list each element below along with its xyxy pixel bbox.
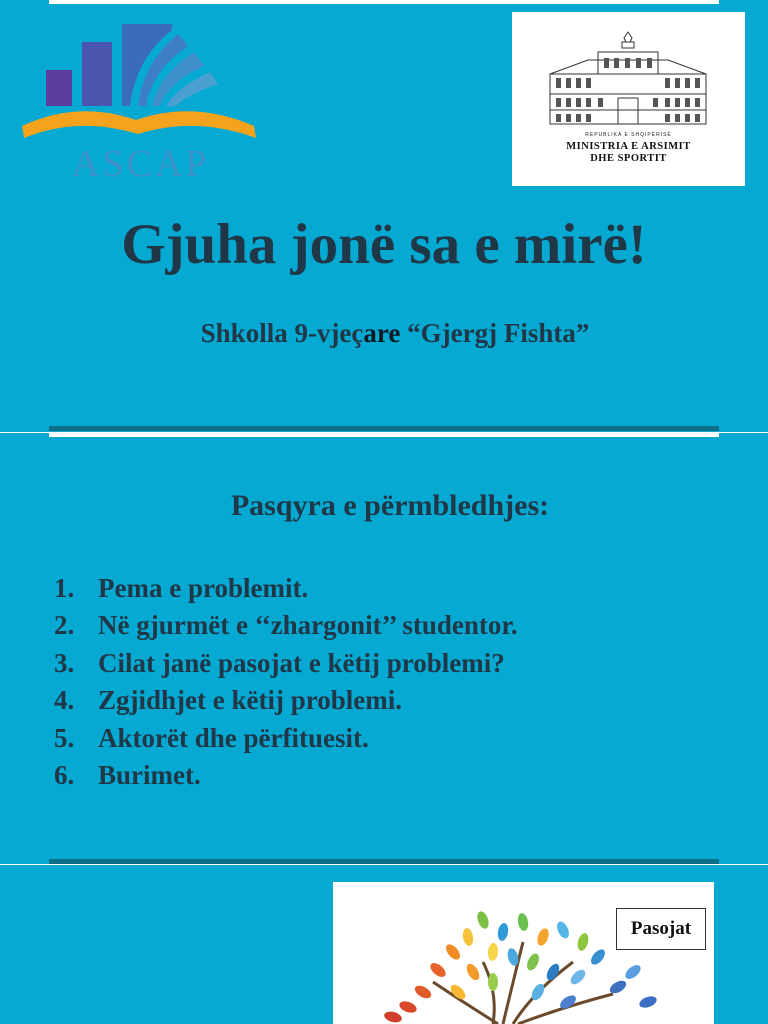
list-item-number: 4. bbox=[54, 685, 75, 716]
subtitle-part3: “Gjergj Fishta” bbox=[400, 318, 590, 348]
subtitle-part2: are bbox=[363, 318, 401, 348]
list-item bbox=[54, 607, 518, 644]
list-item bbox=[54, 645, 518, 682]
list-item-text: Cilat janë pasojat e këtij problemi? bbox=[98, 647, 505, 678]
tree-icon bbox=[333, 882, 714, 1024]
list-item-text: Pema e problemit. bbox=[98, 573, 309, 603]
list-item-text: Zgjidhjet e këtij problemi. bbox=[98, 685, 402, 716]
tree-image-card bbox=[333, 882, 714, 1024]
slide2-top-rule bbox=[49, 433, 719, 437]
slide-title: Gjuha jonë sa e mirë! bbox=[121, 213, 647, 276]
list-item-number: 3. bbox=[54, 647, 75, 678]
list-item bbox=[54, 682, 518, 719]
list-item bbox=[54, 570, 518, 607]
slide1-bottom-rule bbox=[49, 426, 719, 431]
ministry-building-icon bbox=[548, 24, 708, 128]
list-item-number: 1. bbox=[54, 573, 75, 603]
ministry-logo-card bbox=[512, 12, 745, 186]
slide-1 bbox=[0, 0, 768, 432]
list-item-text: Aktorët dhe përfituesit. bbox=[98, 722, 369, 753]
list-item-text: Në gjurmët e ‘‘zhargonit’’ studentor. bbox=[98, 610, 518, 641]
summary-list bbox=[54, 570, 518, 794]
ministry-name-line2: DHE SPORTIT bbox=[590, 153, 667, 164]
ascap-logo-text: ASCAP bbox=[72, 143, 210, 185]
ministry-name-line1: MINISTRIA E ARSIMIT bbox=[566, 141, 691, 152]
subtitle-part1: Shkolla 9-vjeç bbox=[200, 318, 364, 348]
ministry-country-text: REPUBLIKA E SHQIPËRISË bbox=[585, 132, 672, 138]
list-item-number: 2. bbox=[54, 610, 75, 641]
school-subtitle bbox=[0, 318, 768, 349]
list-item bbox=[54, 720, 518, 757]
list-item-number: 6. bbox=[54, 759, 75, 790]
list-item-number: 5. bbox=[54, 722, 75, 753]
pasojat-label: Pasojat bbox=[616, 908, 706, 950]
list-item bbox=[54, 757, 518, 794]
top-white-bar bbox=[49, 0, 719, 4]
summary-heading: Pasqyra e përmbledhjes: bbox=[230, 489, 550, 522]
list-item-text: Burimet. bbox=[98, 759, 201, 790]
